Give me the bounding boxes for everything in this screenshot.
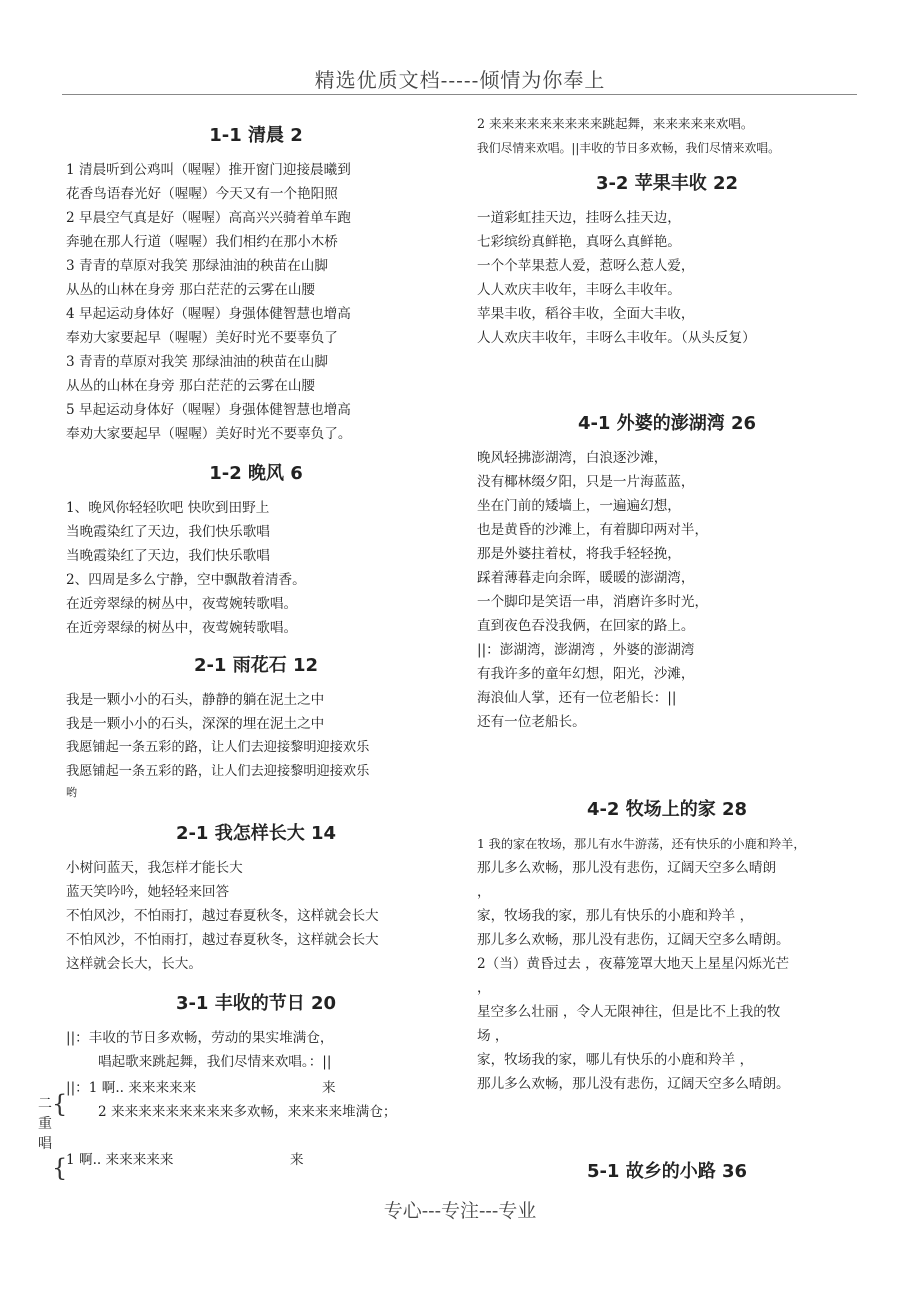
page-footer: 专心---专注---专业 <box>383 1200 537 1222</box>
lyric-line: 还有一位老船长。 <box>477 714 586 730</box>
lyric-line: 从丛的山林在身旁 那白茫茫的云雾在山腰 <box>66 282 316 298</box>
brace-icon: { <box>52 1154 68 1182</box>
lyric-line: ， <box>477 884 491 900</box>
lyric-line: 哟 <box>66 786 77 799</box>
lyric-line: 不怕风沙，不怕雨打，越过春夏秋冬，这样就会长大 <box>66 932 379 948</box>
lyric-line: 那儿多么欢畅，那儿没有悲伤，辽阔天空多么晴朗 <box>477 860 777 876</box>
lyric-line: ||：丰收的节日多欢畅，劳动的果实堆满仓， <box>66 1030 334 1046</box>
page-header: 精选优质文档-----倾情为你奉上 <box>314 68 606 92</box>
lyric-line: 1 清晨听到公鸡叫（喔喔）推开窗门迎接晨曦到 <box>66 162 351 178</box>
song-title: 3-2 苹果丰收 22 <box>595 173 739 194</box>
lyric-line: 一个脚印是笑语一串，消磨许多时光， <box>477 594 709 610</box>
song-penghuwan <box>477 410 857 734</box>
song-title: 1-1 清晨 2 <box>209 125 303 146</box>
song-title: 3-1 丰收的节日 20 <box>175 993 337 1014</box>
lyric-line: 蓝天笑吟吟，她轻轻来回答 <box>66 884 230 900</box>
lyric-line: 人人欢庆丰收年，丰呀么丰收年。（从头反复） <box>477 330 756 346</box>
lyric-line: 我是一颗小小的石头，深深的埋在泥土之中 <box>66 716 325 732</box>
header-divider <box>62 94 857 95</box>
lyric-line: 七彩缤纷真鲜艳，真呀么真鲜艳。 <box>477 234 681 250</box>
lyric-line: 1、晚风你轻轻吹吧 快吹到田野上 <box>66 500 270 516</box>
chorus-line: ||：1 啊.. 来来来来来 <box>66 1080 197 1096</box>
chorus-line: 2 来来来来来来来来来多欢畅，来来来来堆满仓； <box>98 1104 397 1120</box>
song-title: 4-1 外婆的澎湖湾 26 <box>577 413 757 434</box>
lyric-line: 星空多么壮丽 ，令人无限神往，但是比不上我的牧 <box>477 1004 781 1020</box>
lyric-line: 我们尽情来欢唱。||丰收的节日多欢畅，我们尽情来欢唱。 <box>477 141 780 155</box>
song-title: 5-1 故乡的小路 36 <box>586 1161 748 1182</box>
lyric-line: 直到夜色吞没我俩，在回家的路上。 <box>477 618 695 634</box>
song-zenyangzhangda <box>66 820 446 976</box>
lyric-line: 2、四周是多么宁静，空中飘散着清香。 <box>66 572 306 588</box>
lyric-line: 2 来来来来来来来来来跳起舞，来来来来来欢唱。 <box>477 116 754 131</box>
lyric-line: 一道彩虹挂天边，挂呀么挂天边， <box>477 210 681 226</box>
song-title: 1-2 晚风 6 <box>209 463 303 484</box>
lyric-line: 人人欢庆丰收年，丰呀么丰收年。 <box>477 282 681 298</box>
lyric-line: 3 青青的草原对我笑 那绿油油的秧苗在山脚 <box>66 354 328 370</box>
lyric-line: 2（当）黄昏过去 ，夜幕笼罩大地天上星星闪烁光芒 <box>477 956 790 972</box>
lyric-line: 我是一颗小小的石头，静静的躺在泥土之中 <box>66 692 325 708</box>
lyric-line: 场 ， <box>477 1028 509 1044</box>
lyric-line: 那儿多么欢畅，那儿没有悲伤，辽阔天空多么晴朗。 <box>477 932 790 948</box>
chorus-side-label: 二重唱 <box>38 1096 52 1152</box>
chorus-line: 来 <box>290 1152 304 1168</box>
lyric-line: 在近旁翠绿的树丛中，夜莺婉转歌唱。 <box>66 620 298 636</box>
song-qingchen <box>66 122 446 446</box>
lyric-line: 不怕风沙，不怕雨打，越过春夏秋冬，这样就会长大 <box>66 908 379 924</box>
lyric-line: 我愿铺起一条五彩的路，让人们去迎接黎明迎接欢乐 <box>66 764 370 779</box>
lyric-line: 有我许多的童年幻想，阳光，沙滩， <box>477 666 695 682</box>
lyric-line: 海浪仙人掌，还有一位老船长：|| <box>477 690 677 706</box>
lyric-line: 晚风轻拂澎湖湾，白浪逐沙滩， <box>477 450 668 466</box>
lyric-line: 5 早起运动身体好（喔喔）身强体健智慧也增高 <box>66 402 351 418</box>
song-fengshou-jieri <box>66 990 446 1074</box>
lyric-line: 那儿多么欢畅，那儿没有悲伤，辽阔天空多么晴朗。 <box>477 1076 790 1092</box>
lyric-line: 奔驰在那人行道（喔喔）我们相约在那小木桥 <box>66 234 338 250</box>
song-guxiang-xiaolu <box>477 1158 857 1186</box>
lyric-line: 奉劝大家要起早（喔喔）美好时光不要辜负了 <box>66 330 338 346</box>
lyric-line: 3 青青的草原对我笑 那绿油油的秧苗在山脚 <box>66 258 328 274</box>
lyric-line: 没有椰林缀夕阳，只是一片海蓝蓝， <box>477 474 695 490</box>
lyric-line: 1 我的家在牧场，那儿有水牛游荡，还有快乐的小鹿和羚羊， <box>477 837 806 851</box>
lyric-line: 家，牧场我的家，哪儿有快乐的小鹿和羚羊 ， <box>477 1052 754 1068</box>
song-title: 4-2 牧场上的家 28 <box>586 799 748 820</box>
lyric-line: 家，牧场我的家，那儿有快乐的小鹿和羚羊 ， <box>477 908 754 924</box>
lyric-line: 踩着薄暮走向余晖，暖暖的澎湖湾， <box>477 570 695 586</box>
lyric-line: ||：澎湖湾，澎湖湾 ，外婆的澎湖湾 <box>477 642 695 658</box>
lyric-line: 小树问蓝天，我怎样才能长大 <box>66 860 243 876</box>
lyric-line: 从丛的山林在身旁 那白茫茫的云雾在山腰 <box>66 378 316 394</box>
brace-icon: { <box>52 1090 68 1118</box>
lyric-line: 坐在门前的矮墙上，一遍遍幻想， <box>477 498 681 514</box>
lyric-line: 4 早起运动身体好（喔喔）身强体健智慧也增高 <box>66 306 351 322</box>
song-fengshou-jieri-cont <box>477 112 857 160</box>
lyric-line: 花香鸟语春光好（喔喔）今天又有一个艳阳照 <box>66 186 338 202</box>
lyric-line: 在近旁翠绿的树丛中，夜莺婉转歌唱。 <box>66 596 298 612</box>
lyric-line: 唱起歌来跳起舞，我们尽情来欢唱。：|| <box>98 1054 332 1070</box>
lyric-line: 这样就会长大，长大。 <box>66 956 202 972</box>
lyric-line: 一个个苹果惹人爱，惹呀么惹人爱， <box>477 258 695 274</box>
song-wanfeng <box>66 460 446 640</box>
lyric-line: 奉劝大家要起早（喔喔）美好时光不要辜负了。 <box>66 426 352 442</box>
lyric-line: 当晚霞染红了天边，我们快乐歌唱 <box>66 548 270 564</box>
lyric-line: 也是黄昏的沙滩上，有着脚印两对半， <box>477 522 709 538</box>
song-yuhuashi <box>66 652 446 802</box>
song-title: 2-1 雨花石 12 <box>193 655 319 676</box>
song-pingguo-fengshou <box>477 170 857 350</box>
song-title: 2-1 我怎样长大 14 <box>175 823 337 844</box>
lyric-line: 苹果丰收，稻谷丰收，全面大丰收， <box>477 306 695 322</box>
lyric-line: 那是外婆拄着杖，将我手轻轻挽， <box>477 546 681 562</box>
chorus-line: 来 <box>322 1080 336 1096</box>
song-muchang-jia <box>477 796 857 1096</box>
lyric-line: 当晚霞染红了天边，我们快乐歌唱 <box>66 524 270 540</box>
lyric-line: ， <box>477 980 491 996</box>
lyric-line: 2 早晨空气真是好（喔喔）高高兴兴骑着单车跑 <box>66 210 351 226</box>
lyric-line: 我愿铺起一条五彩的路，让人们去迎接黎明迎接欢乐 <box>66 740 370 755</box>
chorus-line: 1 啊.. 来来来来来 <box>66 1152 174 1168</box>
